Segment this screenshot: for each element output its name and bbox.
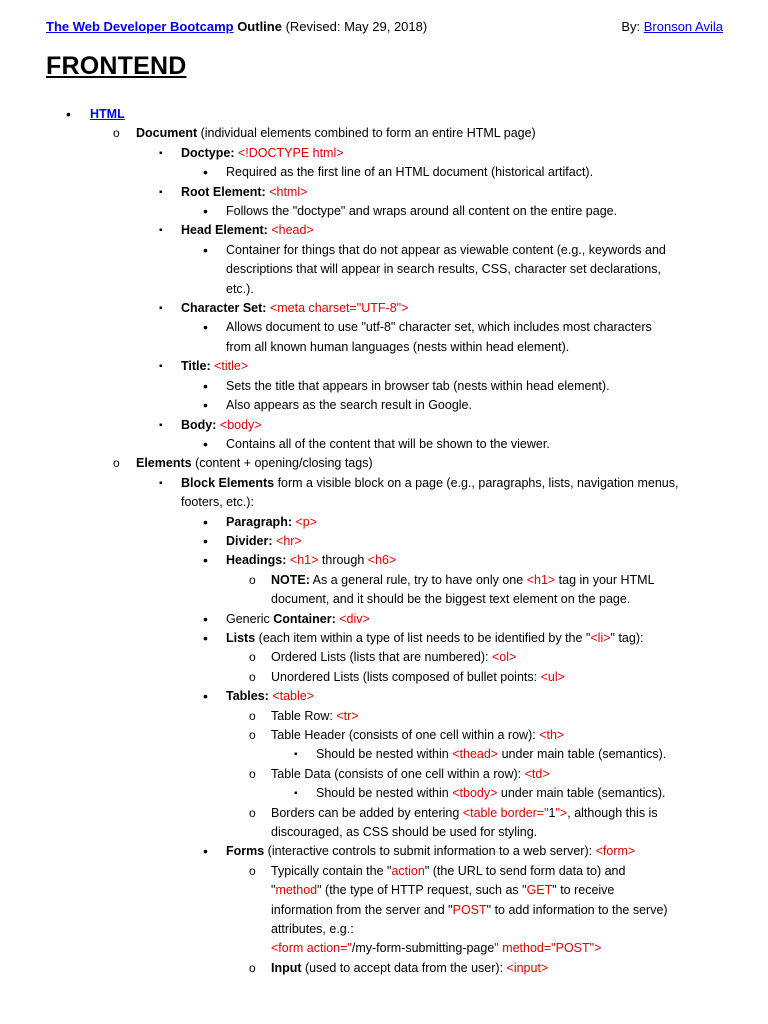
code-tag: GET (526, 883, 553, 898)
list-item (0, 124, 768, 143)
list-item (0, 396, 768, 415)
list-item-cont (0, 493, 768, 512)
list-item (0, 435, 768, 454)
item-desc: form a visible block on a page (e.g., paragraphs, lists, navigation menus, (274, 475, 679, 490)
code-tag: <meta charset="UTF-8"> (269, 301, 409, 316)
item-desc: discouraged, as CSS should be used for styling. (271, 825, 538, 840)
item-label: Doctype: (181, 145, 238, 160)
code-tag: <body> (219, 417, 262, 432)
header-left (46, 19, 427, 34)
item-desc: Allows document to use "utf-8" character set, which includes most characters (226, 320, 652, 335)
code-tag: <table border=" (462, 805, 549, 820)
item-label: Divider: (226, 533, 277, 548)
disc-bullet-icon: • (203, 610, 208, 627)
outline-content (0, 105, 768, 978)
item-desc: Should be nested within (316, 786, 453, 801)
square-bullet-icon: ▪ (159, 419, 163, 431)
item-desc: Ordered Lists (lists that are numbered): (271, 650, 492, 665)
list-item (0, 959, 768, 978)
item-desc: footers, etc.): (181, 495, 254, 510)
circle-bullet-icon: o (113, 456, 120, 471)
circle-bullet-icon: o (249, 960, 256, 975)
code-tag: <title> (214, 359, 249, 374)
item-desc: Table Data (consists of one cell within a row): (271, 766, 525, 781)
item-label: Lists (226, 630, 256, 645)
item-desc: Table Header (consists of one cell within a row): (271, 728, 540, 742)
item-desc: Sets the title that appears in browser tab (nests within head element). (226, 378, 610, 393)
code-tag: <form> (595, 844, 636, 859)
disc-bullet-icon: • (66, 106, 71, 122)
item-desc: Unordered Lists (lists composed of bullet points: (271, 669, 541, 684)
item-desc: " tag): (610, 630, 644, 645)
item-label: Root Element: (181, 184, 270, 199)
item-label: Head Element: (181, 223, 272, 238)
header-right (621, 19, 723, 34)
item-desc: /my-form-submitting-page (351, 941, 495, 956)
code-tag: " method="POST"> (494, 941, 602, 956)
item-desc: tag in your HTML (555, 572, 655, 587)
item-desc: , although this is (567, 805, 658, 820)
circle-bullet-icon: o (249, 650, 256, 665)
list-item-cont (0, 920, 768, 939)
list-item-cont (0, 881, 768, 900)
code-tag: <th> (539, 728, 565, 742)
list-item (0, 357, 768, 376)
list-item (0, 668, 768, 687)
list-item (0, 804, 768, 823)
list-item (0, 862, 768, 881)
circle-bullet-icon: o (249, 863, 256, 878)
item-desc: etc.). (226, 281, 254, 296)
item-desc: (interactive controls to submit information to a web server): (264, 844, 596, 859)
disc-bullet-icon: • (203, 843, 208, 860)
code-tag: method (275, 883, 318, 898)
item-desc: Container for things that do not appear as viewable content (e.g., keywords and (226, 242, 666, 257)
code-tag: <table> (272, 689, 315, 704)
list-item-cont (0, 939, 768, 958)
list-item-cont (0, 260, 768, 279)
code-tag: <tr> (336, 708, 359, 723)
item-desc: Follows the "doctype" and wraps around all content on the entire page. (226, 204, 618, 219)
page-title: FRONTEND (46, 52, 187, 80)
item-label: Headings: (226, 553, 290, 568)
list-item (0, 163, 768, 182)
code-tag: <ul> (540, 669, 565, 684)
circle-bullet-icon: o (249, 708, 256, 723)
list-item (0, 745, 768, 764)
by-label: By: (621, 19, 644, 34)
disc-bullet-icon: • (203, 164, 208, 181)
code-tag: "> (555, 805, 568, 820)
disc-bullet-icon: • (203, 319, 208, 336)
list-item (0, 726, 768, 745)
item-label: Block Elements (181, 475, 275, 490)
disc-bullet-icon: • (203, 629, 208, 646)
item-desc: 1 (548, 805, 556, 820)
disc-bullet-icon: • (203, 397, 208, 414)
course-link[interactable]: The Web Developer Bootcamp (46, 19, 234, 34)
circle-bullet-icon: o (249, 766, 256, 781)
item-label: Forms (226, 844, 265, 859)
item-desc: under main table (semantics). (498, 747, 667, 762)
code-tag: <h1> (526, 572, 556, 587)
list-item-cont (0, 901, 768, 920)
item-desc: " (271, 883, 276, 898)
code-tag: POST (452, 902, 487, 917)
circle-bullet-icon: o (249, 669, 256, 684)
code-tag: <h1> (289, 553, 319, 568)
disc-bullet-icon: • (203, 241, 208, 258)
circle-bullet-icon: o (249, 805, 256, 820)
item-desc: (each item within a type of list needs to be identified by the " (255, 630, 591, 645)
list-item (0, 202, 768, 221)
item-desc: As a general rule, try to have only one (309, 572, 527, 587)
list-item (0, 105, 768, 124)
item-desc: from all known human languages (nests within head element). (226, 339, 570, 354)
square-bullet-icon: ▪ (159, 303, 163, 315)
item-label: Container: (273, 611, 340, 626)
list-item (0, 532, 768, 551)
code-tag: <tbody> (452, 786, 498, 801)
item-desc: Table Row: (271, 708, 337, 723)
outline-word: Outline (233, 19, 282, 34)
code-tag: <td> (524, 766, 550, 781)
item-desc: Generic (226, 611, 274, 626)
square-bullet-icon: ▪ (159, 147, 163, 159)
list-item (0, 707, 768, 726)
list-item (0, 221, 768, 240)
item-label: Tables: (226, 689, 273, 704)
disc-bullet-icon: • (203, 688, 208, 705)
square-bullet-icon: ▪ (159, 186, 163, 198)
code-tag: <ol> (491, 650, 517, 665)
square-bullet-icon: ▪ (294, 788, 298, 800)
item-desc: (individual elements combined to form an entire HTML page) (197, 126, 536, 141)
list-item (0, 551, 768, 570)
list-item (0, 648, 768, 667)
item-desc: " to add information to the serve) (486, 902, 668, 917)
disc-bullet-icon: • (203, 203, 208, 220)
disc-bullet-icon: • (203, 513, 208, 530)
item-label: Body: (181, 417, 220, 432)
code-tag: <p> (295, 514, 318, 529)
item-desc: Contains all of the content that will be shown to the viewer. (226, 436, 550, 451)
list-item (0, 784, 768, 803)
item-desc: descriptions that will appear in search results, CSS, character set declarations, (226, 262, 661, 277)
item-label: Paragraph: (226, 514, 296, 529)
item-label: Title: (181, 359, 215, 374)
list-item (0, 842, 768, 861)
list-item (0, 241, 768, 260)
item-desc: under main table (semantics). (497, 786, 666, 801)
list-item (0, 144, 768, 163)
list-item (0, 416, 768, 435)
item-desc: attributes, e.g.: (271, 922, 354, 937)
list-item-cont (0, 823, 768, 842)
item-desc: Also appears as the search result in Google. (226, 398, 472, 413)
circle-bullet-icon: o (113, 126, 120, 141)
item-desc: through (318, 553, 368, 568)
list-item-cont (0, 338, 768, 357)
item-desc: Should be nested within (316, 747, 453, 762)
code-tag: action (391, 863, 425, 878)
item-desc: information from the server and " (271, 902, 453, 917)
list-item (0, 610, 768, 629)
code-tag: <html> (269, 184, 308, 199)
revised-date: (Revised: May 29, 2018) (281, 19, 428, 34)
item-desc: Borders can be added by entering (271, 805, 463, 820)
code-tag: <thead> (452, 747, 499, 762)
list-item (0, 687, 768, 706)
list-item (0, 318, 768, 337)
item-label: Character Set: (181, 301, 270, 316)
item-label: Elements (136, 456, 192, 471)
page-header (46, 19, 723, 39)
code-tag: <head> (271, 223, 314, 238)
circle-bullet-icon: o (249, 728, 256, 742)
list-item (0, 629, 768, 648)
code-tag: <!DOCTYPE html> (237, 145, 344, 160)
list-item (0, 299, 768, 318)
item-desc: (content + opening/closing tags) (191, 456, 373, 471)
code-tag: <div> (339, 611, 370, 626)
square-bullet-icon: ▪ (159, 361, 163, 373)
code-tag: <h6> (367, 553, 397, 568)
square-bullet-icon: ▪ (294, 749, 298, 761)
list-item-cont (0, 280, 768, 299)
item-desc: " (the type of HTTP request, such as " (317, 883, 527, 898)
code-tag: <hr> (276, 533, 302, 548)
code-tag: <input> (506, 960, 549, 975)
list-item (0, 183, 768, 202)
item-label: NOTE: (271, 572, 310, 587)
square-bullet-icon: ▪ (159, 477, 163, 489)
code-tag: <form action=" (271, 941, 352, 956)
disc-bullet-icon: • (203, 377, 208, 394)
list-item (0, 377, 768, 396)
item-label: Input (271, 960, 302, 975)
list-item-cont (0, 590, 768, 609)
item-desc: document, and it should be the biggest text element on the page. (271, 592, 631, 607)
item-desc: Typically contain the " (271, 863, 392, 878)
disc-bullet-icon: • (203, 532, 208, 549)
circle-bullet-icon: o (249, 572, 256, 587)
item-desc: " (the URL to send form data to) and (424, 863, 626, 878)
item-label: Document (136, 126, 198, 141)
disc-bullet-icon: • (203, 552, 208, 569)
list-item (0, 454, 768, 473)
list-item (0, 513, 768, 532)
list-item (0, 474, 768, 493)
code-tag: <li> (590, 630, 611, 645)
item-desc: (used to accept data from the user): (301, 960, 507, 975)
item-desc: Required as the first line of an HTML document (historical artifact). (226, 165, 594, 180)
disc-bullet-icon: • (203, 435, 208, 452)
square-bullet-icon: ▪ (159, 225, 163, 237)
item-desc: " to receive (552, 883, 615, 898)
list-item (0, 571, 768, 590)
list-item (0, 765, 768, 784)
html-link[interactable]: HTML (90, 107, 125, 121)
author-link[interactable]: Bronson Avila (643, 19, 723, 34)
